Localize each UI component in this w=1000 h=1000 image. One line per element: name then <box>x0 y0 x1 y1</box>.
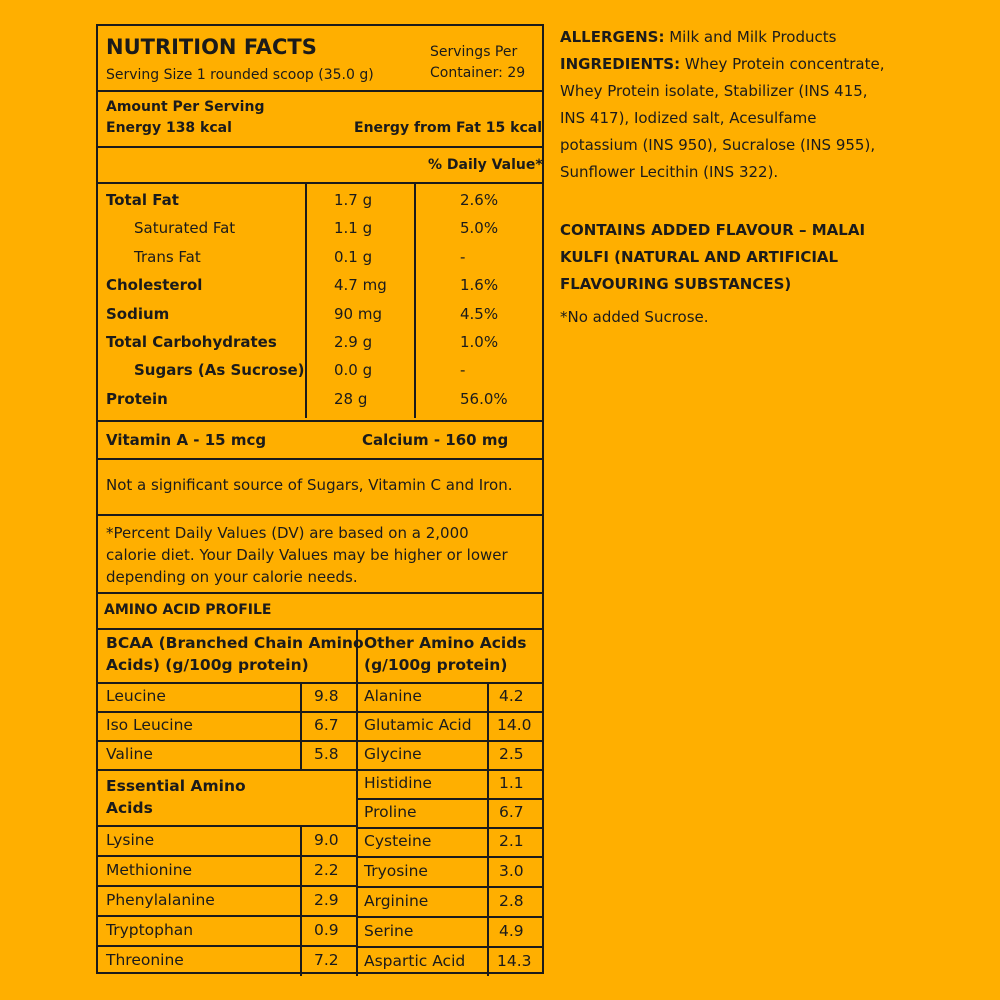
amino-title: AMINO ACID PROFILE <box>104 602 272 618</box>
other-header: (g/100g protein) <box>364 656 508 674</box>
facts-header <box>98 26 542 90</box>
amino-value: 4.2 <box>499 687 524 705</box>
not-significant-section <box>98 458 542 514</box>
amino-value: 5.8 <box>314 745 339 763</box>
ingredients-label: INGREDIENTS: <box>560 55 681 73</box>
nutrient-dv: - <box>460 248 466 266</box>
amino-name: Histidine <box>364 774 432 792</box>
amino-value: 14.0 <box>497 716 532 734</box>
table-row <box>98 273 542 301</box>
table-row <box>98 188 542 216</box>
flavour-line: CONTAINS ADDED FLAVOUR – MALAI <box>560 221 866 239</box>
amino-value: 3.0 <box>499 862 524 880</box>
vitamins-section <box>98 420 542 458</box>
nutrient-name: Sodium <box>106 305 170 323</box>
amino-value: 14.3 <box>497 952 532 970</box>
amino-value: 2.8 <box>499 892 524 910</box>
row-divider <box>98 769 356 771</box>
energy-from-fat: Energy from Fat 15 kcal <box>354 120 542 136</box>
nutrient-name: Cholesterol <box>106 276 203 294</box>
nutrient-name: Protein <box>106 390 168 408</box>
sucrose-note: *No added Sucrose. <box>560 308 709 326</box>
column-divider <box>300 682 302 770</box>
amino-value: 9.0 <box>314 831 339 849</box>
nutrients-table <box>98 182 542 420</box>
nutrient-amount: 1.7 g <box>334 191 373 209</box>
amino-name: Methionine <box>106 861 193 879</box>
row-divider <box>356 916 542 918</box>
servings-per-line2: Container: 29 <box>430 65 526 81</box>
amino-name: Threonine <box>106 951 184 969</box>
nutrient-name: Total Carbohydrates <box>106 333 277 351</box>
flavour-line: KULFI (NATURAL AND ARTIFICIAL <box>560 248 839 266</box>
other-header: Other Amino Acids <box>364 634 527 652</box>
nutrient-dv: 5.0% <box>460 219 499 237</box>
amino-value: 2.5 <box>499 745 524 763</box>
daily-value-header: % Daily Value* <box>428 157 543 173</box>
amino-table <box>98 628 542 974</box>
row-divider <box>356 740 542 742</box>
table-row <box>98 358 542 386</box>
nutrient-name: Trans Fat <box>134 248 201 266</box>
nutrient-dv: 56.0% <box>460 390 508 408</box>
ingredients-text: Whey Protein concentrate, <box>680 55 885 73</box>
row-divider <box>98 682 356 684</box>
essential-header: Essential Amino <box>106 777 246 795</box>
amino-value: 7.2 <box>314 951 339 969</box>
amino-name: Tryosine <box>364 862 428 880</box>
bcaa-header: Acids) (g/100g protein) <box>106 656 309 674</box>
amino-name: Alanine <box>364 687 422 705</box>
amount-per-serving: Amount Per Serving <box>106 99 265 115</box>
row-divider <box>356 827 542 829</box>
row-divider <box>356 769 542 771</box>
amino-value: 0.9 <box>314 921 339 939</box>
amino-name: Arginine <box>364 892 429 910</box>
table-row <box>98 216 542 244</box>
nutrient-amount: 1.1 g <box>334 219 373 237</box>
footnote-line: depending on your calorie needs. <box>106 568 358 586</box>
nutrient-name: Total Fat <box>106 191 179 209</box>
amino-name: Serine <box>364 922 414 940</box>
calcium: Calcium - 160 mg <box>362 431 509 449</box>
amino-name: Tryptophan <box>106 921 194 939</box>
allergens <box>560 24 980 51</box>
amino-value: 4.9 <box>499 922 524 940</box>
nutrient-amount: 0.1 g <box>334 248 373 266</box>
flavour-line: FLAVOURING SUBSTANCES) <box>560 275 792 293</box>
allergens-label: ALLERGENS: <box>560 28 665 46</box>
row-divider <box>98 855 356 857</box>
table-row <box>98 245 542 273</box>
row-divider <box>98 711 356 713</box>
footnote-line: calorie diet. Your Daily Values may be higher or lower <box>106 546 508 564</box>
daily-value-section <box>98 146 542 182</box>
nutrient-amount: 2.9 g <box>334 333 373 351</box>
row-divider <box>356 946 542 948</box>
nutrient-amount: 4.7 mg <box>334 276 387 294</box>
energy-section <box>98 90 542 146</box>
row-divider <box>356 886 542 888</box>
row-divider <box>98 915 356 917</box>
nutrient-dv: 1.0% <box>460 333 499 351</box>
nutrient-amount: 90 mg <box>334 305 382 323</box>
amino-value: 9.8 <box>314 687 339 705</box>
nutrient-amount: 0.0 g <box>334 361 373 379</box>
amino-value: 1.1 <box>499 774 524 792</box>
amino-value: 6.7 <box>314 716 339 734</box>
amino-value: 2.1 <box>499 832 524 850</box>
row-divider <box>356 856 542 858</box>
energy: Energy 138 kcal <box>106 120 232 136</box>
table-row <box>98 302 542 330</box>
ingredients-line: Whey Protein isolate, Stabilizer (INS 415, <box>560 82 868 100</box>
amino-name: Phenylalanine <box>106 891 215 909</box>
amino-name: Glycine <box>364 745 422 763</box>
column-divider <box>487 682 489 976</box>
table-row <box>98 330 542 358</box>
amino-value: 2.9 <box>314 891 339 909</box>
nutrient-dv: 1.6% <box>460 276 499 294</box>
not-significant-text: Not a significant source of Sugars, Vitamin C and Iron. <box>106 476 513 494</box>
vitamin-a: Vitamin A - 15 mcg <box>106 431 267 449</box>
row-divider <box>98 740 356 742</box>
footnote-line: *Percent Daily Values (DV) are based on a 2,000 <box>106 524 469 542</box>
amino-name: Aspartic Acid <box>364 952 466 970</box>
amino-name: Lysine <box>106 831 155 849</box>
row-divider <box>356 798 542 800</box>
serving-size: Serving Size 1 rounded scoop (35.0 g) <box>106 67 374 83</box>
nutrient-dv: 2.6% <box>460 191 499 209</box>
row-divider <box>356 682 542 684</box>
nutrient-dv: - <box>460 361 466 379</box>
amino-name: Iso Leucine <box>106 716 193 734</box>
table-row <box>98 387 542 415</box>
bcaa-header: BCAA (Branched Chain Amino <box>106 634 364 652</box>
amino-value: 2.2 <box>314 861 339 879</box>
row-divider <box>98 825 356 827</box>
amino-value: 6.7 <box>499 803 524 821</box>
essential-header: Acids <box>106 799 153 817</box>
facts-title: NUTRITION FACTS <box>106 35 317 59</box>
row-divider <box>356 711 542 713</box>
allergens-text: Milk and Milk Products <box>664 28 837 46</box>
footnote-section <box>98 514 542 592</box>
amino-name: Cysteine <box>364 832 432 850</box>
amino-name: Glutamic Acid <box>364 716 472 734</box>
row-divider <box>98 945 356 947</box>
ingredients-line: Sunflower Lecithin (INS 322). <box>560 163 779 181</box>
nutrient-name: Sugars (As Sucrose) <box>134 361 305 379</box>
nutrient-amount: 28 g <box>334 390 368 408</box>
product-info <box>560 24 980 331</box>
amino-name: Valine <box>106 745 153 763</box>
column-divider <box>300 827 302 976</box>
amino-title-section <box>98 592 542 628</box>
ingredients <box>560 51 980 78</box>
amino-name: Leucine <box>106 687 166 705</box>
row-divider <box>98 885 356 887</box>
nutrient-name: Saturated Fat <box>134 219 236 237</box>
ingredients-line: INS 417), Iodized salt, Acesulfame <box>560 109 817 127</box>
servings-per-line1: Servings Per <box>430 44 518 60</box>
ingredients-line: potassium (INS 950), Sucralose (INS 955), <box>560 136 876 154</box>
nutrition-facts-panel <box>96 24 544 974</box>
amino-name: Proline <box>364 803 417 821</box>
nutrient-dv: 4.5% <box>460 305 499 323</box>
